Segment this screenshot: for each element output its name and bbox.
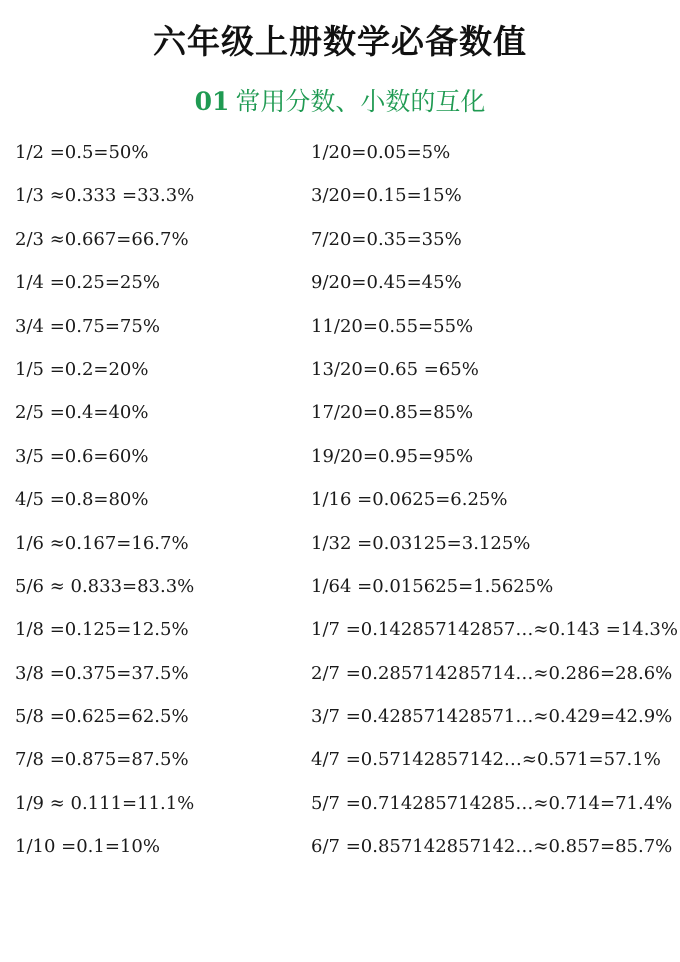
conversion-row: 1/8 =0.125=12.5% (15, 619, 189, 641)
conversion-row: 7/8 =0.875=87.5% (15, 749, 189, 771)
conversion-row: 1/2 =0.5=50% (15, 142, 149, 163)
page-title: 六年级上册数学必备数值 (153, 22, 527, 61)
conversion-row: 1/3 ≈0.333 =33.3% (15, 185, 195, 207)
conversion-row: 4/7 =0.57142857142…≈0.571=57.1% (311, 749, 661, 771)
conversion-row: 1/20=0.05=5% (311, 142, 451, 163)
conversion-row: 4/5 =0.8=80% (15, 489, 149, 511)
right-conversion-list (311, 131, 678, 869)
conversion-row: 3/7 =0.428571428571…≈0.429=42.9% (311, 706, 673, 728)
conversion-row: 17/20=0.85=85% (311, 402, 474, 424)
conversion-row: 1/5 =0.2=20% (15, 358, 149, 380)
conversion-row: 2/7 =0.285714285714…≈0.286=28.6% (311, 662, 673, 684)
conversion-row: 3/8 =0.375=37.5% (15, 662, 189, 684)
conversion-row: 6/7 =0.857142857142…≈0.857=85.7% (311, 836, 673, 858)
conversion-row: 1/16 =0.0625=6.25% (311, 489, 508, 511)
conversion-row: 1/4 =0.25=25% (15, 272, 160, 294)
conversion-row: 3/4 =0.75=75% (15, 315, 160, 337)
conversion-row: 1/9 ≈ 0.111=11.1% (15, 792, 195, 814)
section-number: 01 (194, 87, 230, 116)
conversion-row: 5/7 =0.714285714285…≈0.714=71.4% (311, 792, 673, 814)
conversion-row: 1/6 ≈0.167=16.7% (15, 532, 189, 554)
conversion-row: 1/7 =0.142857142857…≈0.143 =14.3% (311, 619, 678, 641)
conversion-row: 19/20=0.95=95% (311, 445, 474, 467)
conversion-row: 3/20=0.15=15% (311, 185, 462, 207)
conversion-row: 1/64 =0.015625=1.5625% (311, 575, 554, 597)
conversion-row: 9/20=0.45=45% (311, 272, 462, 294)
section-title: 常用分数、小数的互化 (235, 87, 486, 116)
conversion-row: 1/32 =0.03125=3.125% (311, 532, 531, 554)
conversion-row: 7/20=0.35=35% (311, 228, 462, 250)
conversion-row: 13/20=0.65 =65% (311, 358, 479, 380)
left-conversion-list (15, 131, 295, 869)
conversion-row: 1/10 =0.1=10% (15, 836, 160, 858)
conversion-row: 2/3 ≈0.667=66.7% (15, 228, 189, 250)
conversion-row: 3/5 =0.6=60% (15, 445, 149, 467)
conversion-row: 5/6 ≈ 0.833=83.3% (15, 575, 195, 597)
conversion-row: 5/8 =0.625=62.5% (15, 706, 189, 728)
section-heading (0, 83, 680, 121)
conversion-row: 11/20=0.55=55% (311, 315, 474, 337)
conversion-row: 2/5 =0.4=40% (15, 402, 149, 424)
